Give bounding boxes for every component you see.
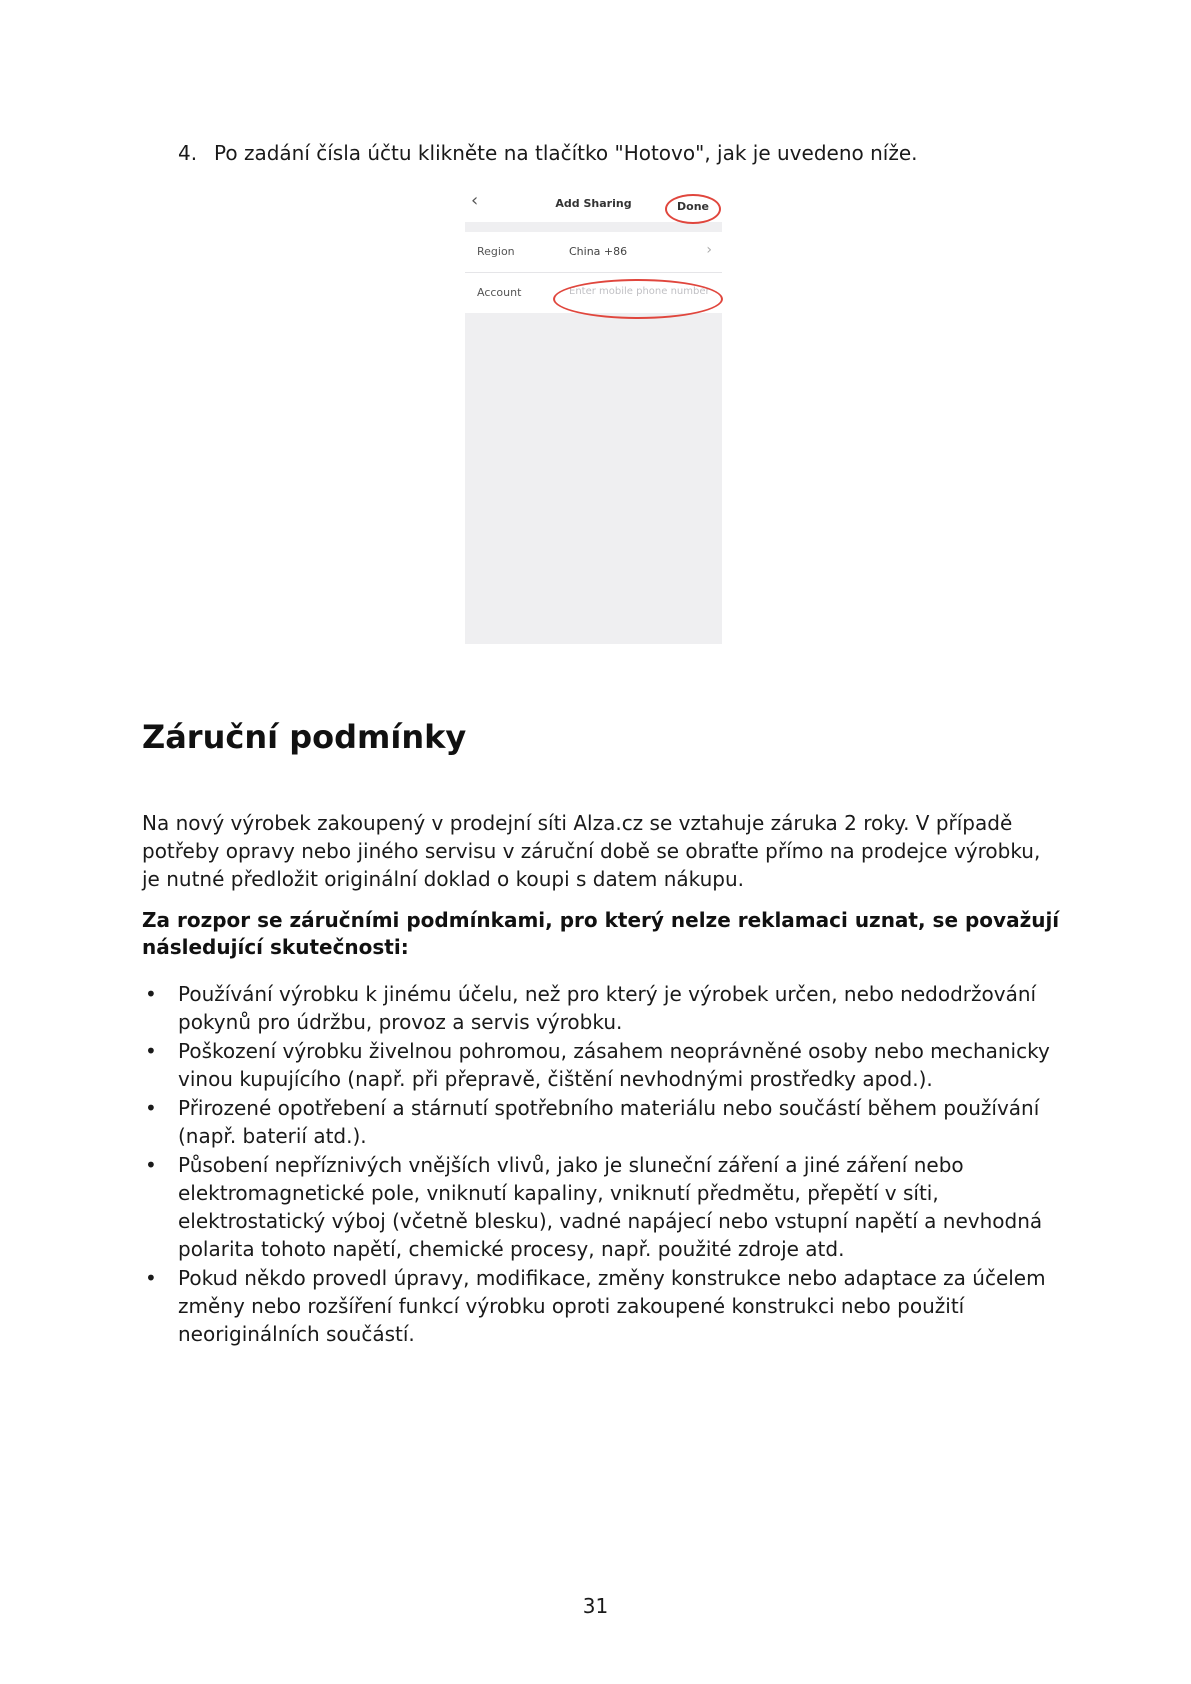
account-placeholder: Enter mobile phone number bbox=[569, 286, 710, 297]
exclusions-intro: Za rozpor se záručními podmínkami, pro který nelze reklamaci uznat, se považují následující skutečnosti: bbox=[142, 908, 1060, 959]
done-label: Done bbox=[677, 200, 709, 213]
exclusions-list bbox=[142, 980, 1067, 1349]
done-button bbox=[668, 196, 718, 220]
list-item bbox=[142, 980, 1067, 1036]
step-number: 4. bbox=[178, 141, 198, 165]
done-highlight-ring bbox=[665, 194, 721, 224]
screenshot-title: Add Sharing bbox=[555, 197, 632, 210]
step-instruction bbox=[178, 141, 917, 165]
list-item-text: Poškození výrobku živelnou pohromou, zásahem neoprávněné osoby nebo mechanicky vinou kupujícího (např. při přepravě, čištění nevhodnými prostředky apod.). bbox=[178, 1039, 1050, 1091]
app-screenshot bbox=[465, 188, 722, 644]
screenshot-nav-bar bbox=[465, 188, 722, 222]
region-label: Region bbox=[477, 245, 515, 258]
bullet-icon: • bbox=[145, 1039, 157, 1063]
page-number: 31 bbox=[582, 1594, 609, 1618]
list-item-text: Přirozené opotřebení a stárnutí spotřebního materiálu nebo součástí během používání (např. baterií atd.). bbox=[178, 1096, 1040, 1148]
region-value: China +86 bbox=[569, 245, 628, 258]
section-title: Záruční podmínky bbox=[142, 718, 467, 756]
list-item bbox=[142, 1094, 1067, 1150]
bullet-icon: • bbox=[145, 1096, 157, 1120]
list-item bbox=[142, 1264, 1067, 1348]
chevron-right-icon: › bbox=[706, 242, 712, 258]
account-label: Account bbox=[477, 286, 522, 299]
list-item bbox=[142, 1037, 1067, 1093]
list-item-text: Používání výrobku k jinému účelu, než pro který je výrobek určen, nebo nedodržování pokynů pro údržbu, provoz a servis výrobku. bbox=[178, 982, 1037, 1034]
warranty-paragraph: Na nový výrobek zakoupený v prodejní síti Alza.cz se vztahuje záruka 2 roky. V případě potřeby opravy nebo jiného servisu v záruční době se obraťte přímo na prodejce výrobku, je nutné předložit originální doklad o koupi s datem nákupu. bbox=[142, 811, 1041, 891]
list-item bbox=[142, 1151, 1067, 1263]
back-chevron-icon: ‹ bbox=[471, 190, 479, 211]
region-row bbox=[465, 232, 722, 273]
bullet-icon: • bbox=[145, 982, 157, 1006]
bullet-icon: • bbox=[145, 1266, 157, 1290]
step-text: Po zadání čísla účtu klikněte na tlačítko "Hotovo", jak je uvedeno níže. bbox=[214, 141, 918, 165]
list-item-text: Pokud někdo provedl úpravy, modifikace, změny konstrukce nebo adaptace za účelem změny nebo rozšíření funkcí výrobku oproti zakoupené konstrukci nebo použití neoriginálních součástí. bbox=[178, 1266, 1046, 1346]
account-highlight-ring bbox=[553, 279, 723, 319]
bullet-icon: • bbox=[145, 1153, 157, 1177]
list-item-text: Působení nepříznivých vnějších vlivů, jako je sluneční záření a jiné záření nebo elektromagnetické pole, vniknutí kapaliny, vniknutí předmětu, přepětí v síti, elektrostatický výboj (včetně blesku), vadné napájecí nebo vstupní napětí a nevhodná polarita tohoto napětí, chemické procesy, např. použité zdroje atd. bbox=[178, 1153, 1043, 1261]
